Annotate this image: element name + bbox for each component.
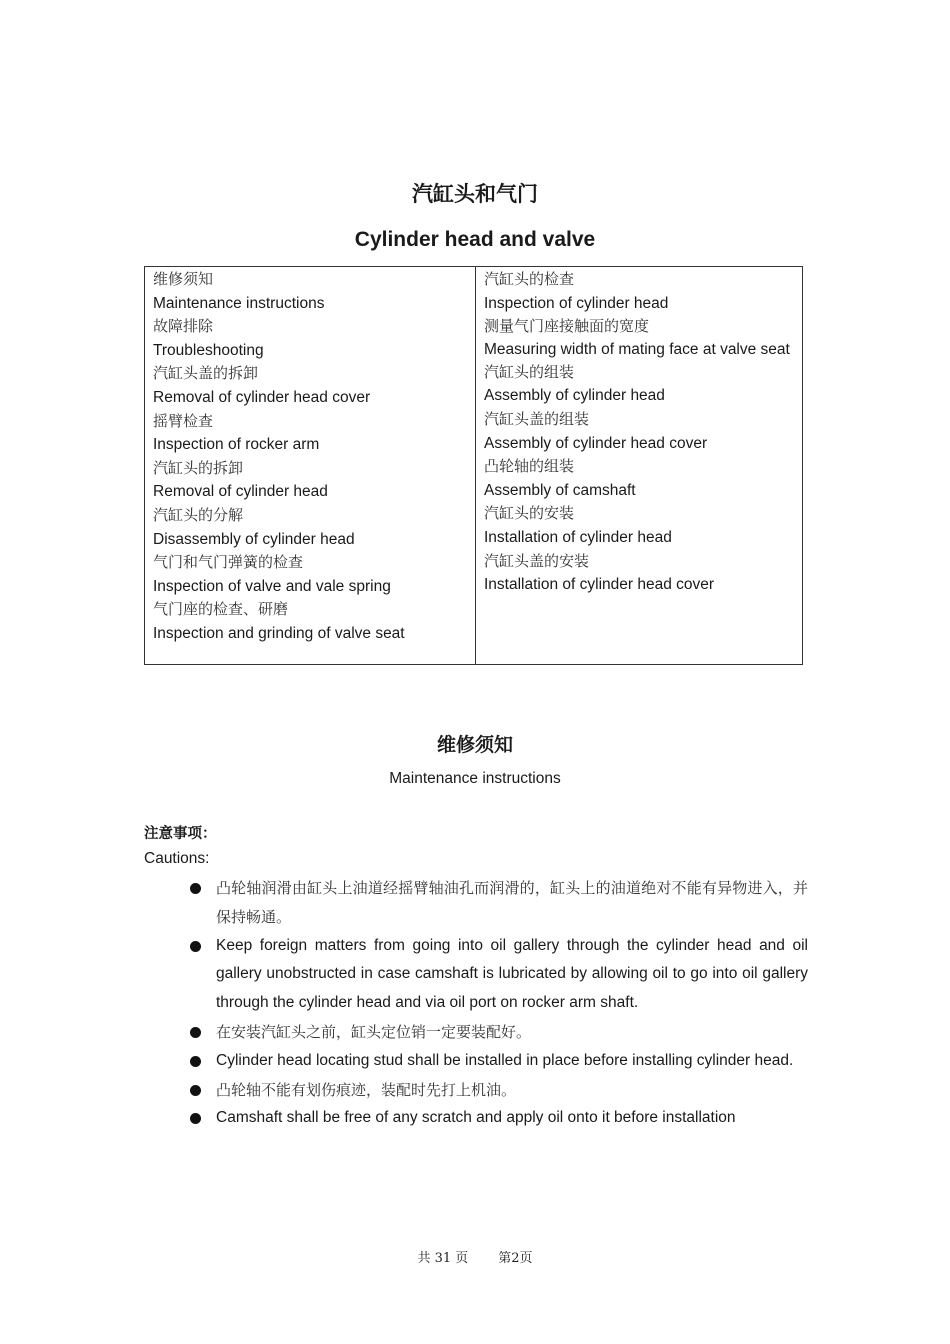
bullet-icon	[190, 883, 201, 894]
caution-text: 凸轮轴润滑由缸头上油道经摇臂轴油孔而润滑的，缸头上的油道绝对不能有异物进入，并保持畅通。	[216, 879, 808, 926]
page-footer	[0, 1247, 950, 1266]
caution-text: Cylinder head locating stud shall be installed in place before installing cylinder head.	[216, 1051, 794, 1069]
caution-text: 在安装汽缸头之前，缸头定位销一定要装配好。	[216, 1022, 532, 1041]
caution-text: Camshaft shall be free of any scratch and apply oil onto it before installation	[216, 1109, 736, 1127]
toc-item-en: Removal of cylinder head	[153, 483, 328, 501]
toc-item-zh: 汽缸头盖的组装	[484, 409, 590, 428]
toc-item-en: Assembly of cylinder head	[484, 387, 665, 405]
toc-item-en: Maintenance instructions	[153, 294, 325, 312]
toc-item-en: Removal of cylinder head cover	[153, 388, 371, 406]
toc-item-en: Assembly of camshaft	[484, 481, 636, 499]
toc-item-zh: 汽缸头盖的安装	[484, 551, 590, 570]
toc-item-zh: 维修须知	[153, 270, 214, 288]
toc-item-en: Disassembly of cylinder head	[153, 530, 355, 548]
toc-item-zh: 汽缸头盖的拆卸	[153, 364, 259, 383]
list-item	[188, 1104, 808, 1133]
toc-item-en: Inspection of cylinder head	[484, 294, 669, 312]
bullet-icon	[190, 941, 201, 952]
toc-item-en: Installation of cylinder head	[484, 528, 672, 546]
bullet-icon	[190, 1027, 201, 1038]
toc-item-zh: 测量气门座接触面的宽度	[484, 317, 650, 336]
cautions-heading-english: Cautions:	[144, 850, 210, 867]
toc-item-en: Inspection and grinding of valve seat	[153, 624, 405, 642]
toc-item-en: Inspection of rocker arm	[153, 436, 320, 454]
toc-item-en: Troubleshooting	[153, 341, 264, 359]
toc-item-zh: 汽缸头的组装	[484, 362, 575, 381]
toc-item-zh: 汽缸头的安装	[484, 504, 575, 523]
page-total: 共 31 页	[417, 1251, 469, 1266]
contents-right-column	[476, 267, 802, 664]
list-item	[188, 932, 808, 1018]
bullet-icon	[190, 1085, 201, 1096]
bullet-icon	[190, 1113, 201, 1124]
toc-item-en: Assembly of cylinder head cover	[484, 434, 708, 452]
toc-item-zh: 汽缸头的分解	[153, 505, 244, 524]
toc-item-en: Measuring width of mating face at valve seat	[484, 340, 790, 358]
toc-item-zh: 摇臂检查	[153, 411, 214, 430]
toc-item-zh: 汽缸头的检查	[484, 270, 575, 288]
toc-item-en: Inspection of valve and vale spring	[153, 577, 391, 595]
toc-item-zh: 凸轮轴的组装	[484, 457, 575, 476]
list-item	[188, 1018, 808, 1047]
section-title-chinese: 维修须知	[436, 734, 513, 756]
toc-item-zh: 气门座的检查、研磨	[153, 600, 289, 619]
contents-table	[144, 266, 803, 665]
toc-item-zh: 汽缸头的拆卸	[153, 458, 244, 477]
contents-left-column	[145, 267, 476, 664]
toc-item-en: Installation of cylinder head cover	[484, 576, 715, 594]
cautions-heading-chinese: 注意事项：	[144, 826, 217, 842]
list-item	[188, 1076, 808, 1105]
list-item	[188, 874, 808, 932]
toc-item-zh: 气门和气门弹簧的检查	[153, 553, 304, 572]
toc-item-zh: 故障排除	[153, 317, 214, 336]
page-title-chinese: 汽缸头和气门	[412, 182, 538, 206]
caution-text: Keep foreign matters from going into oil gallery through the cylinder head and oil gallery unobstructed in case camshaft is lubricated by allowing oil to go into oil gallery through the cylinder head and via oil port on rocker arm shaft.	[216, 936, 808, 1012]
list-item	[188, 1047, 808, 1076]
section-title-english: Maintenance instructions	[389, 770, 561, 787]
bullet-icon	[190, 1056, 201, 1067]
page-number: 第2页	[498, 1251, 533, 1266]
cautions-list	[188, 874, 808, 1133]
caution-text: 凸轮轴不能有划伤痕迹，装配时先打上机油。	[216, 1080, 517, 1099]
page-title-english: Cylinder head and valve	[354, 228, 596, 251]
